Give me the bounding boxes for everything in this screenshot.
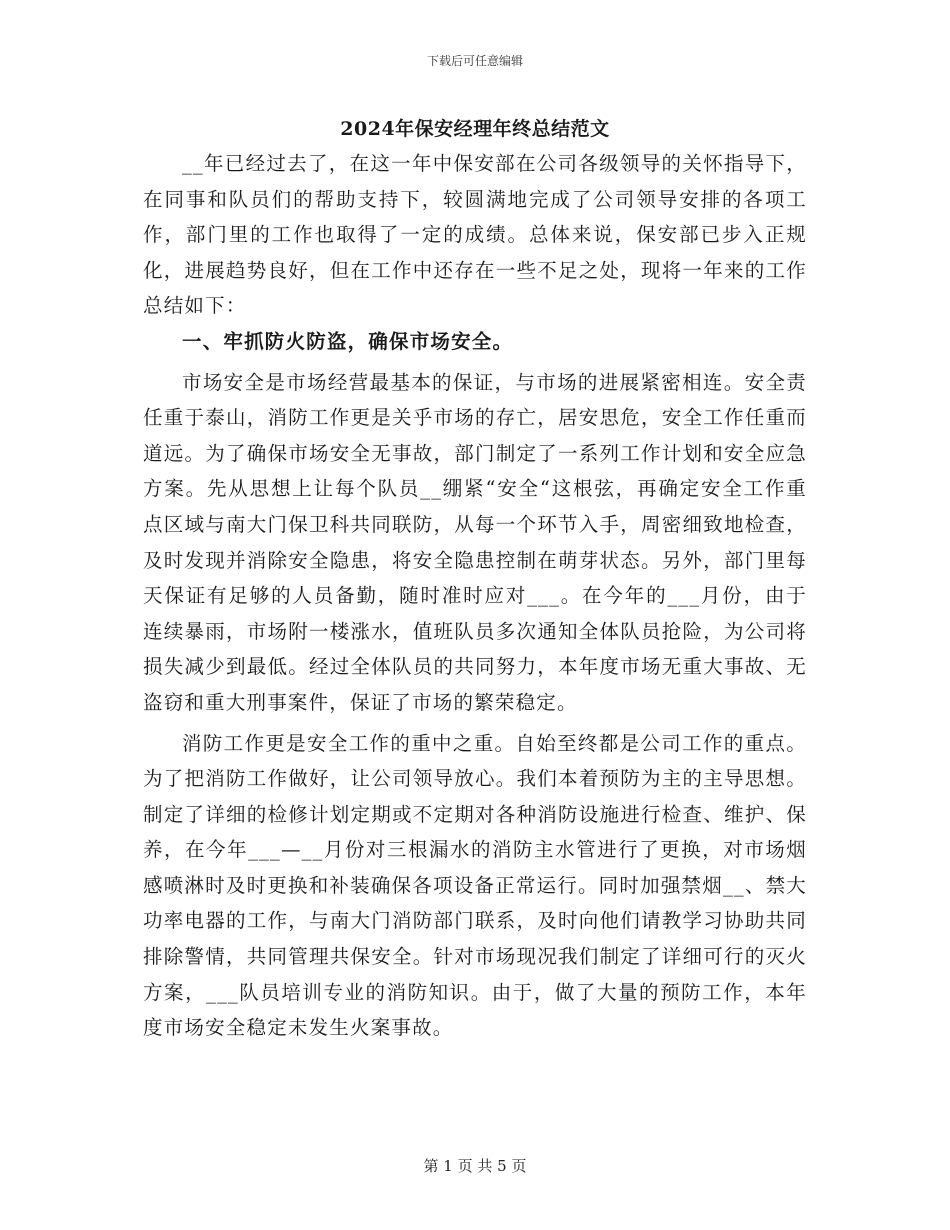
- document-body: [143, 146, 807, 1046]
- header-note: 下载后可任意编辑: [426, 54, 523, 68]
- paragraph-fire-safety: 消防工作更是安全工作的重中之重。自始至终都是公司工作的重点。为了把消防工作做好，让公司领导放心。我们本着预防为主的主导思想。制定了详细的检修计划定期或不定期对各种消防设施进行检查、维护、保养，在今年___—__月份对三根漏水的消防主水管进行了更换，对市场烟感喷淋时及时更换和补装确保各项设备正常运行。同时加强禁烟__、禁大功率电器的工作，与南大门消防部门联系，及时向他们请教学习协助共同排除警情，共同管理共保安全。针对市场现况我们制定了详细可行的灭火方案，___队员培训专业的消防知识。由于，做了大量的预防工作，本年度市场安全稳定未发生火案事故。: [143, 731, 807, 1040]
- section-heading-1: 一、牢抓防火防盗，确保市场安全。: [182, 329, 514, 353]
- document-title: 2024年保安经理年终总结范文: [340, 118, 610, 140]
- intro-paragraph: __年已经过去了，在这一年中保安部在公司各级领导的关怀指导下，在同事和队员们的帮助支持下，较圆满地完成了公司领导安排的各项工作，部门里的工作也取得了一定的成绩。总体来说，保安部已步入正规化，进展趋势良好，但在工作中还存在一些不足之处，现将一年来的工作总结如下：: [143, 152, 807, 318]
- paragraph-market-safety: 市场安全是市场经营最基本的保证，与市场的进展紧密相连。安全责任重于泰山，消防工作更是关乎市场的存亡，居安思危，安全工作任重而道远。为了确保市场安全无事故，部门制定了一系列工作计划和安全应急方案。先从思想上让每个队员__绷紧“安全“这根弦，再确定安全工作重点区域与南大门保卫科共同联防，从每一个环节入手，周密细致地检查，及时发现并消除安全隐患，将安全隐患控制在萌芽状态。另外，部门里每天保证有足够的人员备勤，随时准时应对___。在今年的___月份，由于连续暴雨，市场附一楼涨水，值班队员多次通知全体队员抢险，为公司将损失减少到最低。经过全体队员的共同努力，本年度市场无重大事故、无盗窃和重大刑事案件，保证了市场的繁荣稳定。: [143, 370, 807, 714]
- page-indicator: 第 1 页 共 5 页: [423, 1157, 527, 1175]
